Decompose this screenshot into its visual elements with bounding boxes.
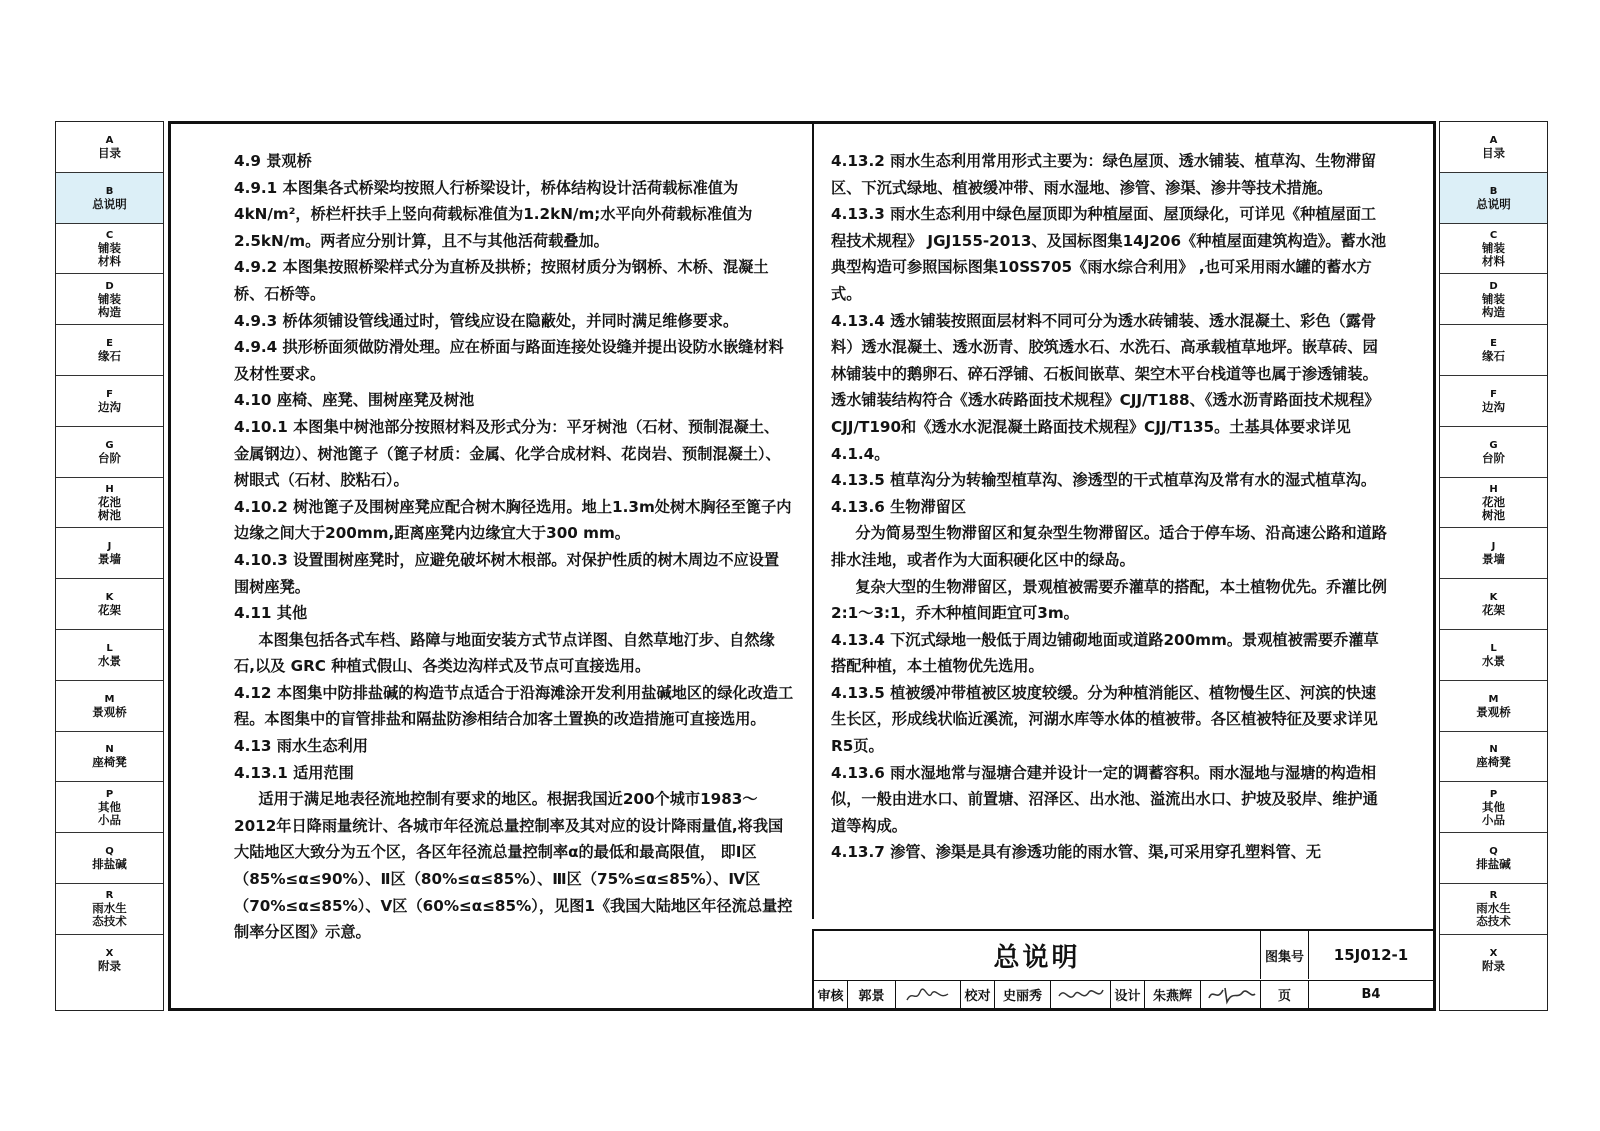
section-tab-c[interactable]: [1440, 224, 1547, 275]
tab-name: 缘石: [98, 349, 121, 364]
reviewer-name: 郭景: [848, 981, 896, 1008]
section-tab-d[interactable]: [56, 274, 163, 325]
section-tab-j[interactable]: [1440, 528, 1547, 579]
paragraph: 4.13.5 植草沟分为转输型植草沟、渗透型的干式植草沟及常有水的湿式植草沟。: [831, 471, 1377, 490]
tab-letter: N: [1489, 744, 1498, 756]
tab-letter: F: [1490, 388, 1497, 400]
paragraph: 4.13.5 植被缓冲带植被区坡度较缓。分为种植消能区、植物慢生区、河滨的快速生长区，形成线状临近溪流，河湖水库等水体的植被带。各区植被特征及要求详见R5页。: [831, 683, 1378, 756]
right-section-tabs: [1439, 121, 1548, 1011]
tab-letter: Q: [1489, 846, 1498, 858]
paragraph: 4.10.2 树池篦子及围树座凳应配合树木胸径选用。地上1.3m处树木胸径至篦子内边缘之间大于200mm,距离座凳内边缘宜大于300 mm。: [234, 497, 792, 543]
section-tab-k[interactable]: [56, 579, 163, 630]
tab-name: 其他 小品: [98, 799, 121, 827]
section-tab-h[interactable]: [1440, 478, 1547, 529]
tab-name: 目录: [98, 145, 121, 160]
section-tab-f[interactable]: [56, 376, 163, 427]
paragraph: 4.9.1 本图集各式桥梁均按照人行桥梁设计，桥体结构设计活荷载标准值为4kN/m²，桥栏杆扶手上竖向荷载标准值为1.2kN/m;水平向外荷载标准值为2.5kN/m。两者应分别计算，且不与其他活荷载叠加。: [234, 178, 753, 250]
paragraph: 4.9 景观桥: [234, 152, 312, 170]
section-tab-m[interactable]: [1440, 681, 1547, 732]
tab-name: 花架: [1482, 603, 1505, 618]
section-tab-d[interactable]: [1440, 274, 1547, 325]
checker-signature: [1051, 981, 1111, 1008]
atlas-number: 15J012-1: [1333, 946, 1409, 964]
tab-name: 铺装 构造: [1482, 291, 1505, 319]
tab-letter: E: [106, 338, 113, 350]
drawing-title: 总说明: [814, 931, 1261, 979]
drawing-frame: [168, 121, 1436, 1011]
section-tab-h[interactable]: [56, 478, 163, 529]
tab-letter: P: [105, 788, 114, 800]
tab-name: 台阶: [98, 450, 121, 465]
page-number: B4: [1361, 987, 1381, 1002]
paragraph: 4.13.6 雨水湿地常与湿塘合建并设计一定的调蓄容积。雨水湿地与湿塘的构造相似，一般由进水口、前置塘、沼泽区、出水池、溢流出水口、护坡及驳岸、维护通道等构成。: [831, 763, 1378, 835]
tab-letter: H: [105, 483, 114, 495]
tab-letter: G: [1489, 439, 1498, 451]
title-block: [812, 929, 1433, 1008]
tab-letter: Q: [105, 846, 114, 858]
left-text-column: [234, 148, 794, 946]
tab-name: 花架: [98, 603, 121, 618]
section-tab-p[interactable]: [56, 782, 163, 833]
checker-name: 史丽秀: [995, 981, 1051, 1008]
paragraph: 4.13.7 渗管、渗渠是具有渗透功能的雨水管、渠,可采用穿孔塑料管、无: [831, 843, 1322, 862]
page-label: 页: [1261, 981, 1309, 1008]
tab-name: 边沟: [98, 399, 121, 414]
tab-letter: M: [1488, 693, 1499, 705]
section-tab-p[interactable]: [1440, 782, 1547, 833]
tab-name: 景墙: [98, 552, 121, 567]
paragraph: 4.10 座椅、座凳、围树座凳及树池: [234, 391, 475, 410]
section-tab-j[interactable]: [56, 528, 163, 579]
tab-name: 铺装 构造: [98, 291, 121, 319]
section-tab-k[interactable]: [1440, 579, 1547, 630]
tab-name: 边沟: [1482, 399, 1505, 414]
reviewer-signature: [896, 981, 961, 1008]
designer-name: 朱燕辉: [1145, 981, 1201, 1008]
tab-name: 景观桥: [1476, 704, 1511, 719]
tab-name: 其他 小品: [1482, 799, 1505, 827]
tab-name: 缘石: [1482, 349, 1505, 364]
section-tab-e[interactable]: [1440, 325, 1547, 376]
tab-letter: K: [1489, 592, 1498, 604]
section-tab-a[interactable]: [1440, 122, 1547, 173]
tab-letter: R: [1489, 890, 1498, 902]
tab-letter: H: [1489, 483, 1498, 495]
tab-name: 铺装 材料: [1482, 240, 1505, 268]
paragraph: 本图集包括各式车档、路障与地面安装方式节点详图、自然草地汀步、自然缘石,以及 GRC 种植式假山、各类边沟样式及节点可直接选用。: [234, 630, 775, 676]
tab-name: 排盐碱: [1476, 857, 1511, 872]
tab-letter: C: [105, 229, 114, 241]
tab-letter: K: [105, 592, 114, 604]
paragraph: 4.13.3 雨水生态利用中绿色屋顶即为种植屋面、屋顶绿化，可详见《种植屋面工程技术规程》 JGJ155-2013、及国标图集14J206《种植屋面建筑构造》。蓄水池典型构造可参照国标图集10SS705《雨水综合利用》 ,也可采用雨水罐的蓄水方式。: [831, 205, 1387, 303]
tab-name: 台阶: [1482, 450, 1505, 465]
section-tab-q[interactable]: [56, 833, 163, 884]
section-tab-l[interactable]: [56, 630, 163, 681]
atlas-number-label: 图集号: [1261, 931, 1309, 979]
tab-name: 座椅凳: [1476, 755, 1511, 770]
section-tab-b[interactable]: [56, 173, 163, 224]
tab-letter: A: [105, 134, 114, 146]
paragraph: 分为简易型生物滞留区和复杂型生物滞留区。适合于停车场、沿高速公路和道路排水洼地，或者作为大面积硬化区中的绿岛。: [831, 524, 1387, 569]
paragraph: 4.13 雨水生态利用: [234, 737, 368, 756]
tab-name: 总说明: [1476, 196, 1511, 211]
section-tab-g[interactable]: [56, 427, 163, 478]
review-label: 审核: [814, 981, 848, 1008]
tab-name: 雨水生 态技术: [1476, 901, 1511, 929]
paragraph: 4.10.1 本图集中树池部分按照材料及形式分为：平牙树池（石材、预制混凝土、金属钢边）、树池篦子（篦子材质：金属、化学合成材料、花岗岩、预制混凝土）、树眼式（石材、胶粘石）。: [234, 417, 781, 490]
tab-letter: X: [105, 948, 114, 960]
section-tab-x[interactable]: [1440, 935, 1547, 986]
paragraph: 4.13.6 生物滞留区: [831, 497, 967, 516]
paragraph: 4.13.1 适用范围: [234, 763, 354, 782]
tab-letter: P: [1489, 788, 1498, 800]
section-tab-n[interactable]: [1440, 732, 1547, 783]
check-label: 校对: [961, 981, 995, 1008]
paragraph: 4.9.3 桥体须铺设管线通过时，管线应设在隐蔽处，并同时满足维修要求。: [234, 311, 739, 330]
tab-letter: N: [105, 744, 114, 756]
tab-name: 附录: [1482, 959, 1505, 974]
section-tab-q[interactable]: [1440, 833, 1547, 884]
tab-letter: M: [104, 693, 115, 705]
paragraph: 复杂大型的生物滞留区，景观植被需要乔灌草的搭配，本土植物优先。乔灌比例2:1～3:1，乔木种植间距宜可3m。: [831, 577, 1387, 623]
left-section-tabs: [55, 121, 164, 1011]
tab-letter: A: [1489, 134, 1498, 146]
section-tab-b[interactable]: [1440, 173, 1547, 224]
designer-signature: [1201, 981, 1261, 1008]
tab-name: 总说明: [92, 196, 127, 211]
section-tab-x[interactable]: [56, 935, 163, 986]
section-tab-n[interactable]: [56, 732, 163, 783]
section-tab-e[interactable]: [56, 325, 163, 376]
section-tab-f[interactable]: [1440, 376, 1547, 427]
tab-name: 景观桥: [92, 704, 127, 719]
paragraph: 4.11 其他: [234, 604, 308, 623]
tab-letter: L: [106, 642, 113, 654]
paragraph: 4.13.2 雨水生态利用常用形式主要为：绿色屋顶、透水铺装、植草沟、生物滞留区、下沉式绿地、植被缓冲带、雨水湿地、渗管、渗渠、渗井等技术措施。: [831, 152, 1377, 197]
tab-letter: C: [1489, 229, 1498, 241]
paragraph: 4.13.4 透水铺装按照面层材料不同可分为透水砖铺装、透水混凝土、彩色（露骨料）透水混凝土、透水沥青、胶筑透水石、水洗石、高承载植草地坪。嵌草砖、园林铺装中的鹅卵石、碎石浮铺、石板间嵌草、架空木平台栈道等也属于渗透铺装。透水铺装结构符合《透水砖路面技术规程》CJJ/T188、《透水沥青路面技术规程》CJJ/T190和《透水水泥混凝土路面技术规程》CJJ/T135。土基具体要求详见4.1.4。: [831, 311, 1380, 463]
tab-letter: E: [1490, 338, 1497, 350]
tab-letter: L: [1490, 642, 1497, 654]
paragraph: 4.9.4 拱形桥面须做防滑处理。应在桥面与路面连接处设缝并提出设防水嵌缝材料及材性要求。: [234, 338, 784, 383]
tab-name: 附录: [98, 959, 121, 974]
tab-name: 花池 树池: [1482, 494, 1505, 522]
tab-letter: R: [105, 890, 114, 902]
tab-name: 目录: [1482, 145, 1505, 160]
tab-name: 景墙: [1482, 552, 1505, 567]
design-label: 设计: [1111, 981, 1145, 1008]
tab-name: 座椅凳: [92, 755, 127, 770]
paragraph: 4.10.3 设置围树座凳时，应避免破坏树木根部。对保护性质的树木周边不应设置围树座凳。: [234, 550, 780, 596]
tab-letter: X: [1489, 948, 1498, 960]
tab-letter: J: [1491, 541, 1496, 553]
tab-name: 水景: [98, 653, 121, 668]
tab-letter: B: [1489, 185, 1498, 197]
tab-letter: D: [105, 280, 114, 292]
paragraph: 4.13.4 下沉式绿地一般低于周边铺砌地面或道路200mm。景观植被需要乔灌草搭配种植，本土植物优先选用。: [831, 630, 1379, 676]
tab-letter: J: [107, 541, 112, 553]
tab-name: 水景: [1482, 653, 1505, 668]
tab-name: 雨水生 态技术: [92, 901, 127, 929]
tab-name: 花池 树池: [98, 494, 121, 522]
section-tab-g[interactable]: [1440, 427, 1547, 478]
section-tab-r[interactable]: [56, 884, 163, 935]
paragraph: 4.12 本图集中防排盐碱的构造节点适合于沿海滩涂开发利用盐碱地区的绿化改造工程。本图集中的盲管排盐和隔盐防渗相结合加客土置换的改造措施可直接选用。: [234, 683, 794, 729]
section-tab-c[interactable]: [56, 224, 163, 275]
section-tab-r[interactable]: [1440, 884, 1547, 935]
tab-letter: B: [105, 185, 114, 197]
tab-letter: F: [106, 388, 113, 400]
paragraph: 4.9.2 本图集按照桥梁样式分为直桥及拱桥；按照材质分为钢桥、木桥、混凝土桥、石桥等。: [234, 258, 769, 303]
tab-name: 排盐碱: [92, 857, 127, 872]
right-text-column: [831, 148, 1391, 866]
tab-letter: D: [1489, 280, 1498, 292]
tab-letter: G: [105, 439, 114, 451]
tab-name: 铺装 材料: [98, 240, 121, 268]
section-tab-l[interactable]: [1440, 630, 1547, 681]
paragraph: 适用于满足地表径流地控制有要求的地区。根据我国近200个城市1983～2012年日降雨量统计、各城市年径流总量控制率及其对应的设计降雨量值,将我国大陆地区大致分为五个区，各区年径流总量控制率α的最低和最高限值， 即Ⅰ区（85%≤α≤90%）、Ⅱ区（80%≤α≤85%）、Ⅲ区（75%≤α≤85%）、Ⅳ区（70%≤α≤85%）、Ⅴ区（60%≤α≤85%），见图1《我国大陆地区年径流总量控制率分区图》示意。: [234, 790, 793, 942]
section-tab-a[interactable]: [56, 122, 163, 173]
column-divider: [812, 124, 814, 919]
section-tab-m[interactable]: [56, 681, 163, 732]
